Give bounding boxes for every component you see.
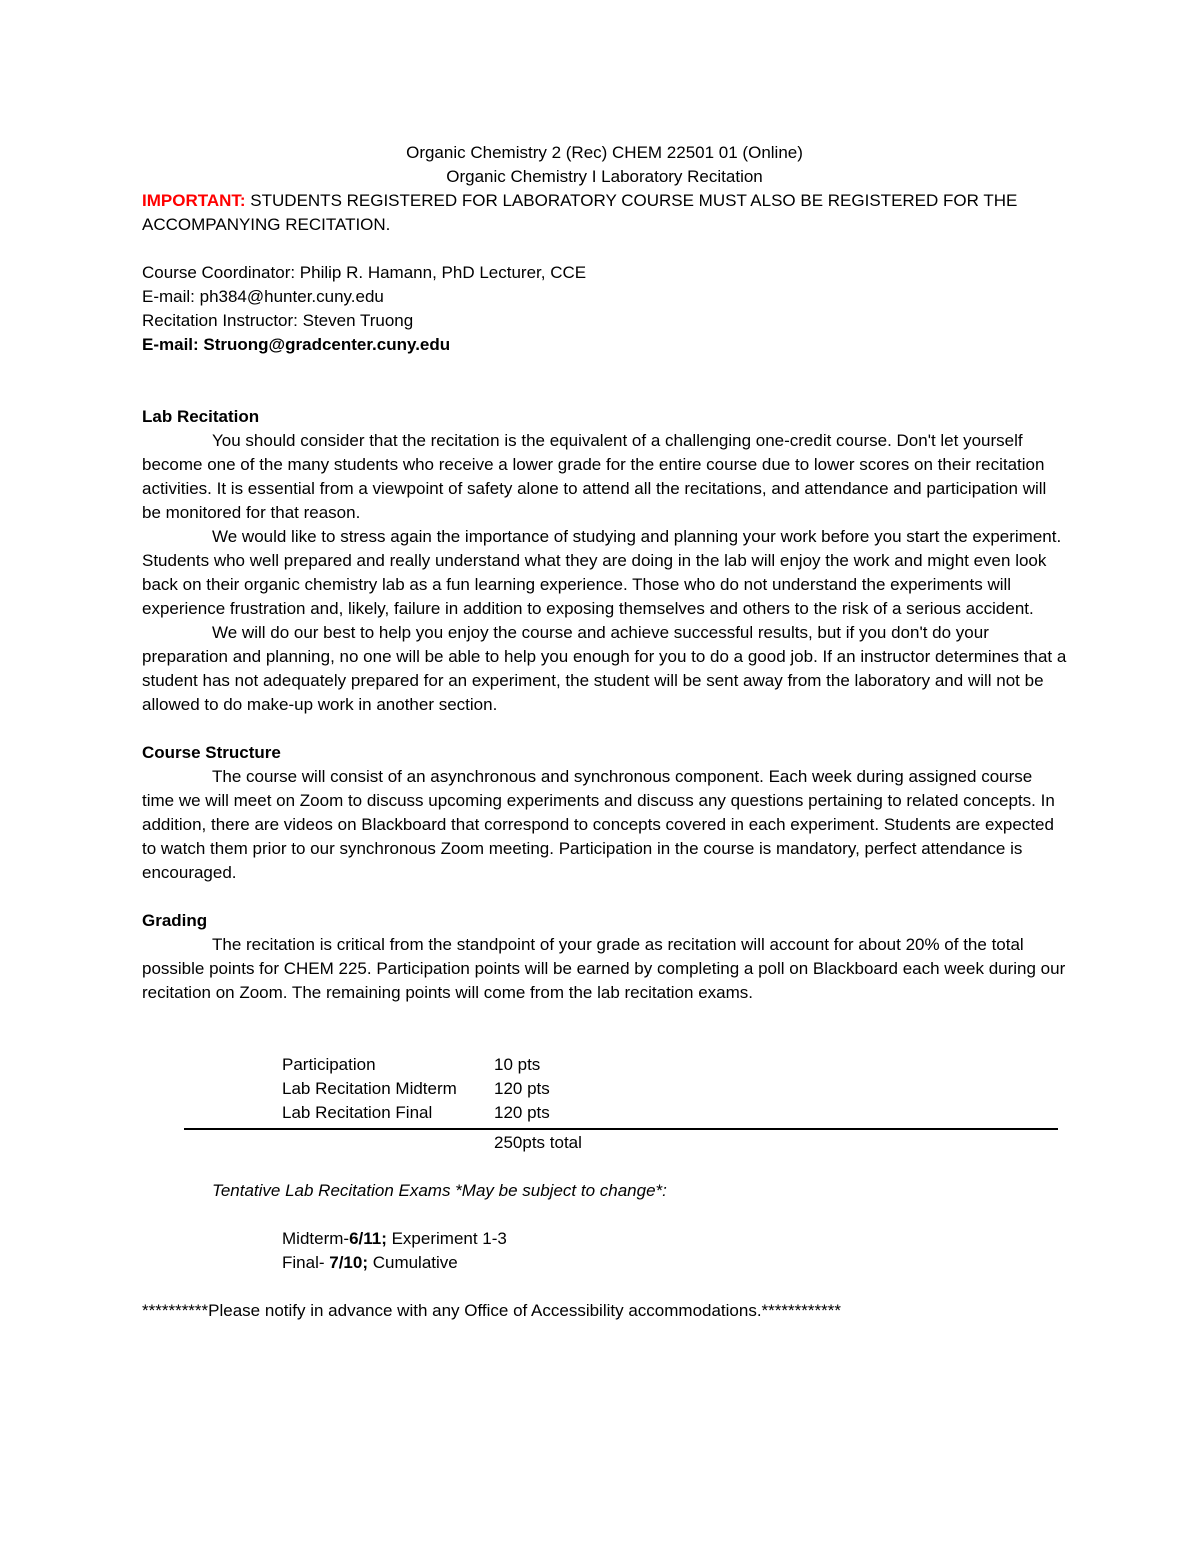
instructor-email: E-mail: Struong@gradcenter.cuny.edu <box>142 335 451 354</box>
midterm-detail: Experiment 1-3 <box>386 1229 507 1248</box>
important-text-1: STUDENTS REGISTERED FOR LABORATORY COURSE MUST ALSO BE REGISTERED FOR THE <box>245 191 1018 210</box>
important-notice <box>142 189 1067 213</box>
grade-item-name: Lab Recitation Midterm <box>282 1079 457 1098</box>
spacer <box>142 237 1067 261</box>
grade-item-name: Participation <box>282 1055 376 1074</box>
spacer <box>142 381 1067 405</box>
important-text-2: ACCOMPANYING RECITATION. <box>142 215 391 234</box>
midterm-label: Midterm- <box>282 1229 350 1248</box>
grade-row <box>142 1077 1067 1101</box>
spacer <box>142 1155 1067 1179</box>
grade-item-name: Lab Recitation Final <box>282 1103 433 1122</box>
lab-recitation-paragraph-3: We will do our best to help you enjoy the course and achieve successful results, but if you don't do your preparation and planning, no one will be able to help you enough for you to do a good job. If an instructor determines that a student has not adequately prepared for an experiment, the student will be sent away from the laboratory and will not be allowed to do make-up work in another section. <box>142 623 1067 714</box>
coordinator-line: Course Coordinator: Philip R. Hamann, PhD Lecturer, CCE <box>142 263 587 282</box>
spacer <box>142 1203 1067 1227</box>
spacer <box>142 357 1067 381</box>
document-page <box>142 141 1067 1323</box>
lab-recitation-paragraph-1: You should consider that the recitation is the equivalent of a challenging one-credit course. Don't let yourself become one of the many students who receive a lower grade for the entire course due to lower scores on their recitation activities. It is essential from a viewpoint of safety alone to attend all the recitations, and attendance and participation will be monitored for that reason. <box>142 431 1047 522</box>
spacer <box>142 885 1067 909</box>
grade-row <box>142 1053 1067 1077</box>
spacer <box>142 1275 1067 1299</box>
course-structure-heading: Course Structure <box>142 743 281 762</box>
final-label: Final- <box>282 1253 330 1272</box>
exams-title: Tentative Lab Recitation Exams *May be subject to change*: <box>212 1181 667 1200</box>
course-subtitle: Organic Chemistry I Laboratory Recitation <box>446 167 763 186</box>
total-divider <box>184 1128 1058 1130</box>
grade-table <box>142 1029 1067 1155</box>
accessibility-notice: **********Please notify in advance with any Office of Accessibility accommodations.************ <box>142 1301 841 1320</box>
exam-final <box>282 1251 1067 1275</box>
important-label: IMPORTANT: <box>142 191 246 210</box>
midterm-date: 6/11; <box>349 1229 387 1248</box>
grading-paragraph: The recitation is critical from the standpoint of your grade as recitation will account for about 20% of the total possible points for CHEM 225. Participation points will be earned by completing a poll on Blackboard each week during our recitation on Zoom. The remaining points will come from the lab recitation exams. <box>142 935 1066 1002</box>
instructor-line: Recitation Instructor: Steven Truong <box>142 311 414 330</box>
coordinator-email: E-mail: ph384@hunter.cuny.edu <box>142 287 384 306</box>
final-date: 7/10; <box>329 1253 368 1272</box>
total-row <box>142 1131 1067 1155</box>
grading-heading: Grading <box>142 911 208 930</box>
course-structure-paragraph: The course will consist of an asynchronous and synchronous component. Each week during assigned course time we will meet on Zoom to discuss upcoming experiments and discuss any questions pertaining to related concepts. In addition, there are videos on Blackboard that correspond to concepts covered in each experiment. Students are expected to watch them prior to our synchronous Zoom meeting. Participation in the course is mandatory, perfect attendance is encouraged. <box>142 767 1055 882</box>
lab-recitation-heading: Lab Recitation <box>142 407 260 426</box>
spacer <box>142 1029 1067 1053</box>
course-title: Organic Chemistry 2 (Rec) CHEM 22501 01 (Online) <box>406 143 803 162</box>
grade-row <box>142 1101 1067 1125</box>
spacer <box>142 717 1067 741</box>
total-points: 250pts total <box>494 1133 582 1152</box>
grade-item-points: 120 pts <box>494 1079 550 1098</box>
grade-item-points: 120 pts <box>494 1103 550 1122</box>
exam-list <box>282 1227 1067 1275</box>
exam-midterm <box>282 1227 1067 1251</box>
grade-item-points: 10 pts <box>494 1055 541 1074</box>
lab-recitation-paragraph-2: We would like to stress again the importance of studying and planning your work before you start the experiment. Students who well prepared and really understand what they are doing in the lab will enjoy the work and might even look back on their organic chemistry lab as a fun learning experience. Those who do not understand the experiments will experience frustration and, likely, failure in addition to exposing themselves and others to the risk of a serious accident. <box>142 527 1062 618</box>
final-detail: Cumulative <box>367 1253 458 1272</box>
